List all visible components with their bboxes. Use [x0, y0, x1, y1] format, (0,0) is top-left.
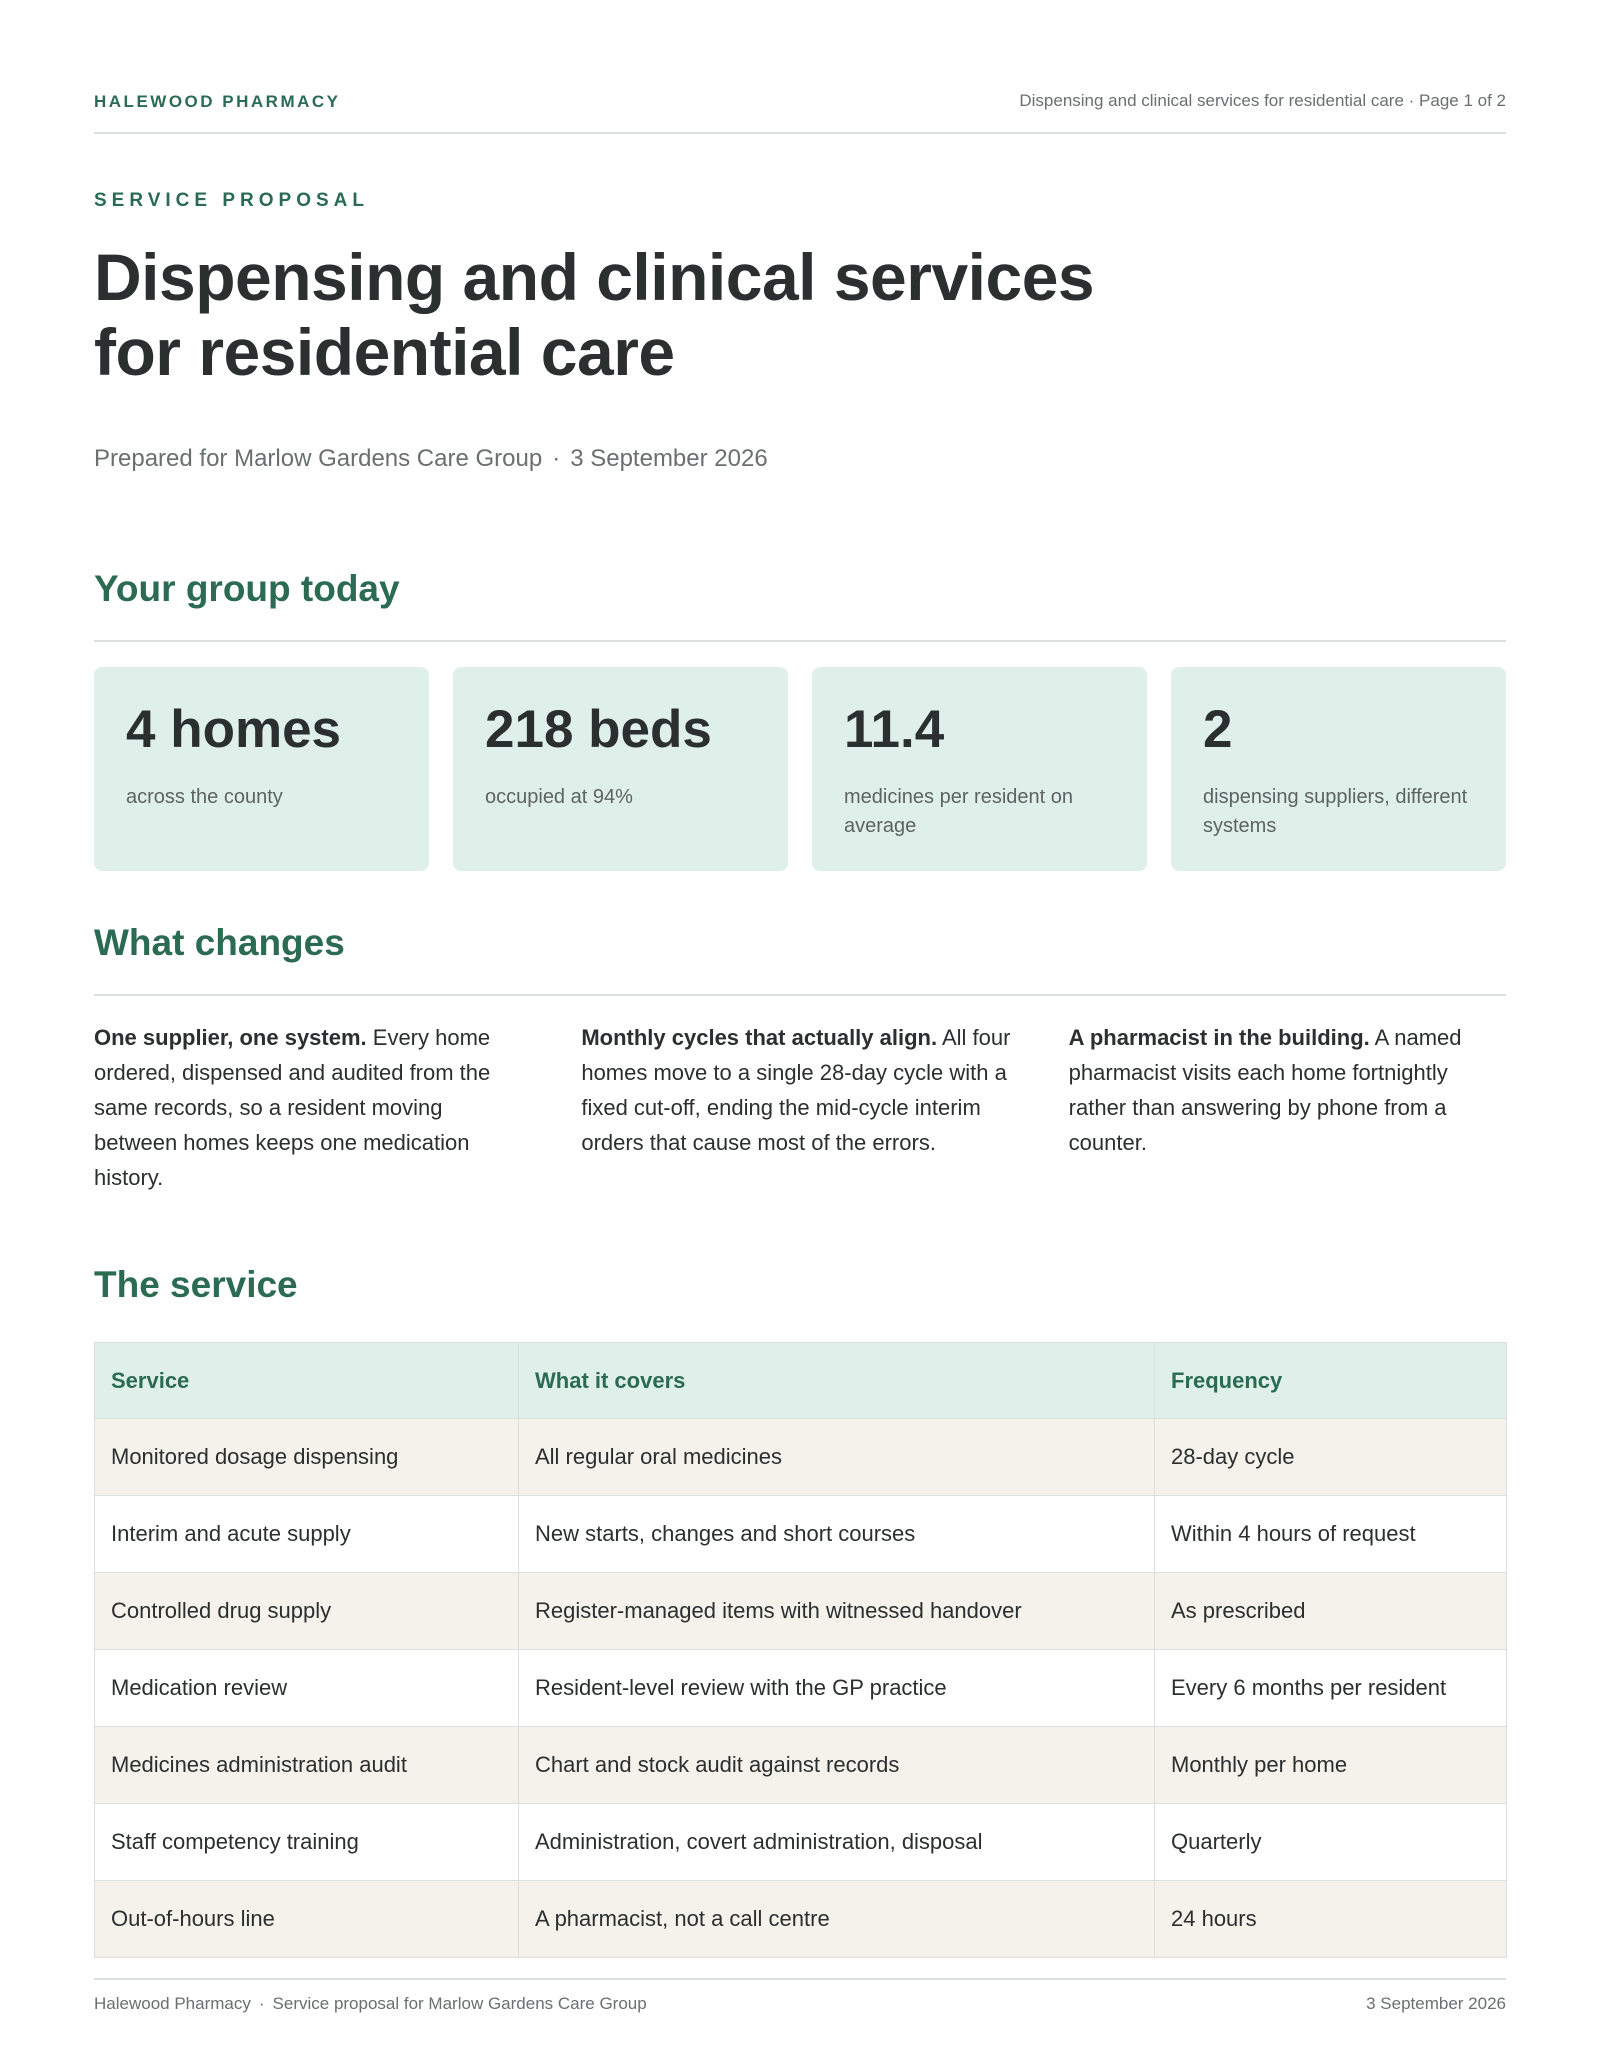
section-heading: What changes — [94, 922, 345, 963]
change-lead: One supplier, one system. — [94, 1025, 367, 1050]
covers-cell: A pharmacist, not a call centre — [519, 1881, 1155, 1958]
service-cell: Staff competency training — [95, 1804, 519, 1881]
page-title: Dispensing and clinical services for residential care — [94, 240, 1095, 389]
stat-label: medicines per resident on average — [844, 786, 1074, 837]
document-eyebrow: SERVICE PROPOSAL — [94, 190, 369, 211]
stat-value: 218 beds — [485, 700, 712, 759]
frequency-cell: Quarterly — [1155, 1804, 1507, 1881]
table-row — [95, 1496, 1507, 1573]
column-header-frequency: Frequency — [1155, 1343, 1507, 1419]
frequency-cell: Within 4 hours of request — [1155, 1496, 1507, 1573]
section-heading: The service — [94, 1264, 298, 1305]
section-your-group-today — [94, 568, 1506, 642]
section-the-service — [94, 1264, 1506, 1306]
change-text: All four homes move to a single 28-day cycle with a fixed cut-off, ending the mid-cycle interim orders that cause most of the errors. — [581, 1025, 1011, 1155]
change-item — [94, 1020, 531, 1195]
frequency-cell: Monthly per home — [1155, 1727, 1507, 1804]
frequency-cell: 24 hours — [1155, 1881, 1507, 1958]
frequency-cell: As prescribed — [1155, 1573, 1507, 1650]
table-row — [95, 1419, 1507, 1496]
footer-left — [94, 1994, 647, 2014]
frequency-cell: 28-day cycle — [1155, 1419, 1507, 1496]
footer-doc: Service proposal for Marlow Gardens Care Group — [272, 1994, 647, 2013]
prepared-line — [94, 445, 768, 473]
covers-cell: Resident-level review with the GP practice — [519, 1650, 1155, 1727]
running-header — [94, 90, 1506, 134]
stat-card — [1171, 667, 1506, 871]
covers-cell: All regular oral medicines — [519, 1419, 1155, 1496]
table-row — [95, 1573, 1507, 1650]
stat-label: across the county — [126, 786, 283, 808]
stat-cards — [94, 667, 1506, 871]
table-header-row — [95, 1343, 1507, 1419]
stat-value: 11.4 — [844, 700, 945, 759]
service-cell: Out-of-hours line — [95, 1881, 519, 1958]
stat-value: 4 homes — [126, 700, 342, 759]
stat-card — [94, 667, 429, 871]
running-title: Dispensing and clinical services for residential care · Page 1 of 2 — [1019, 91, 1506, 110]
service-cell: Interim and acute supply — [95, 1496, 519, 1573]
table-row — [95, 1881, 1507, 1958]
service-cell: Medication review — [95, 1650, 519, 1727]
covers-cell: Administration, covert administration, disposal — [519, 1804, 1155, 1881]
stat-label: occupied at 94% — [485, 786, 633, 808]
footer-separator: · — [258, 1994, 265, 2013]
table-row — [95, 1727, 1507, 1804]
stat-label: dispensing suppliers, different systems — [1203, 786, 1468, 837]
frequency-cell: Every 6 months per resident — [1155, 1650, 1507, 1727]
footer-date: 3 September 2026 — [1366, 1994, 1506, 2013]
section-heading: Your group today — [94, 568, 400, 609]
prepared-for: Prepared for Marlow Gardens Care Group — [94, 445, 543, 472]
column-header-covers: What it covers — [519, 1343, 1155, 1419]
table-row — [95, 1804, 1507, 1881]
change-item — [581, 1020, 1018, 1195]
service-cell: Medicines administration audit — [95, 1727, 519, 1804]
proposal-date: 3 September 2026 — [570, 445, 768, 472]
covers-cell: New starts, changes and short courses — [519, 1496, 1155, 1573]
column-header-service: Service — [95, 1343, 519, 1419]
stat-value: 2 — [1203, 700, 1233, 759]
change-lead: Monthly cycles that actually align. — [581, 1025, 938, 1050]
change-columns — [94, 1020, 1506, 1195]
stat-card — [453, 667, 788, 871]
page — [94, 0, 1506, 2071]
brand-name: HALEWOOD PHARMACY — [94, 92, 341, 111]
prepared-separator: · — [552, 445, 561, 472]
covers-cell: Register-managed items with witnessed handover — [519, 1573, 1155, 1650]
stat-card — [812, 667, 1147, 871]
change-text: A named pharmacist visits each home fortnightly rather than answering by phone from a counter. — [1068, 1025, 1462, 1155]
page-footer — [94, 1978, 1506, 2013]
section-what-changes — [94, 922, 1506, 996]
service-cell: Controlled drug supply — [95, 1573, 519, 1650]
covers-cell: Chart and stock audit against records — [519, 1727, 1155, 1804]
table-row — [95, 1650, 1507, 1727]
change-item — [1069, 1020, 1506, 1195]
footer-org: Halewood Pharmacy — [94, 1994, 251, 2013]
change-text: Every home ordered, dispensed and audited from the same records, so a resident moving between homes keeps one medication history. — [94, 1025, 491, 1190]
service-table — [94, 1342, 1507, 1958]
service-cell: Monitored dosage dispensing — [95, 1419, 519, 1496]
change-lead: A pharmacist in the building. — [1068, 1025, 1370, 1050]
